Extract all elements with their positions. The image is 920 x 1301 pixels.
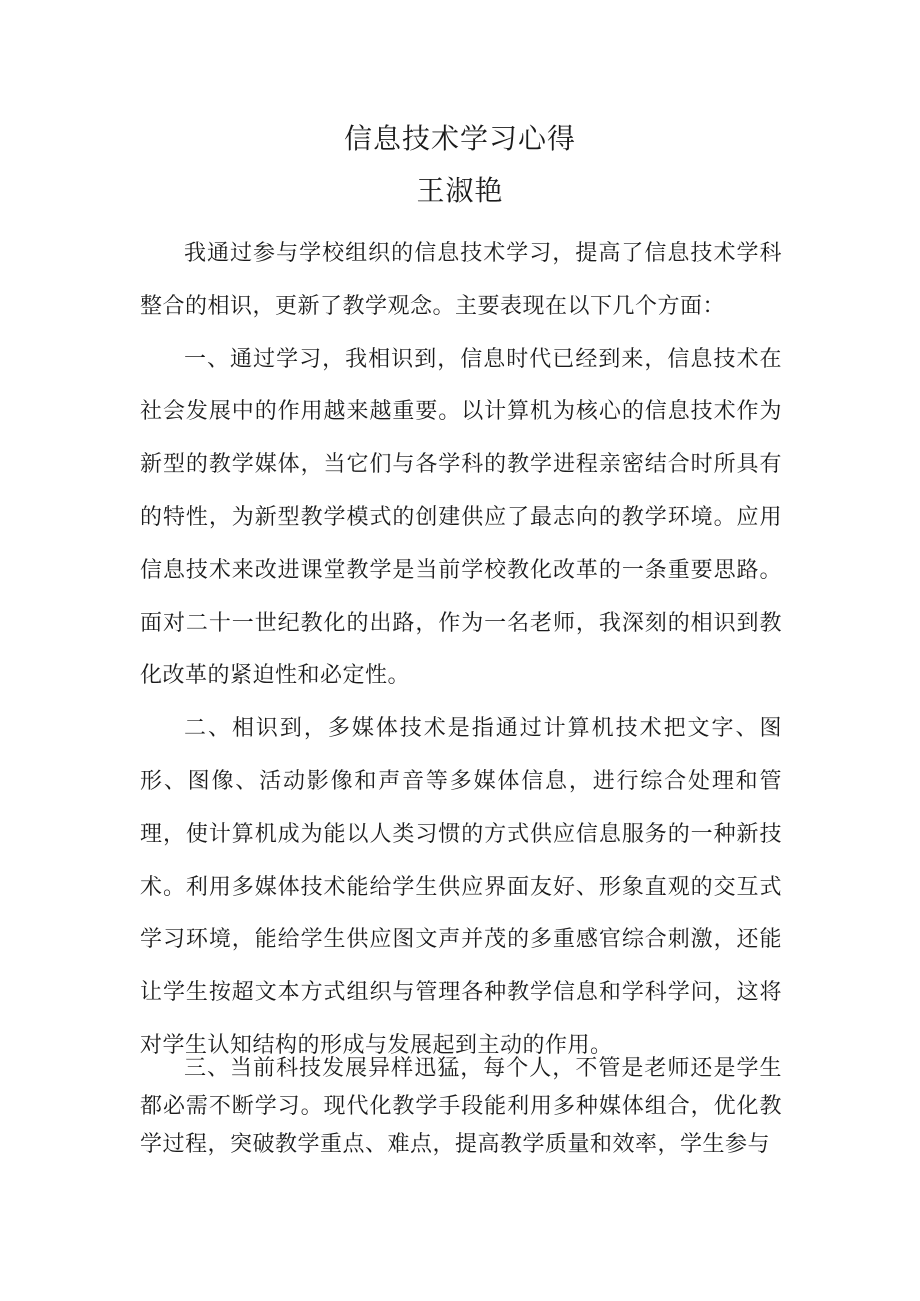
document-title: 信息技术学习心得 bbox=[343, 122, 576, 155]
paragraph-point-one: 一、通过学习，我相识到，信息时代已经到来，信息技术在社会发展中的作用越来越重要。以计算机为核心的信息技术作为新型的教学媒体，当它们与各学科的教学进程亲密结合时所具有的特性，为新型教学模式的创建供应了最志向的教学环境。应用信息技术来改进课堂教学是当前学校教化改革的一条重要思路。面对二十一世纪教化的出路，作为一名老师，我深刻的相识到教化改革的紧迫性和必定性。 bbox=[140, 346, 782, 689]
document-body bbox=[140, 228, 782, 1073]
document-body-continued bbox=[140, 1050, 782, 1164]
document-author: 王淑艳 bbox=[416, 174, 504, 207]
paragraph-intro: 我通过参与学校组织的信息技术学习，提高了信息技术学科整合的相识，更新了教学观念。主要表现在以下几个方面： bbox=[140, 241, 782, 319]
paragraph-point-two: 二、相识到，多媒体技术是指通过计算机技术把文字、图形、图像、活动影像和声音等多媒体信息，进行综合处理和管理，使计算机成为能以人类习惯的方式供应信息服务的一种新技术。利用多媒体技术能给学生供应界面友好、形象直观的交互式学习环境，能给学生供应图文声并茂的多重感官综合刺激，还能让学生按超文本方式组织与管理各种教学信息和学科学问，这将对学生认知结构的形成与发展起到主动的作用。 bbox=[140, 716, 782, 1058]
paragraph-point-three: 三、当前科技发展异样迅猛，每个人，不管是老师还是学生都必需不断学习。现代化教学手段能利用多种媒体组合，优化教学过程，突破教学重点、难点，提高教学质量和效率，学生参与 bbox=[140, 1056, 782, 1157]
